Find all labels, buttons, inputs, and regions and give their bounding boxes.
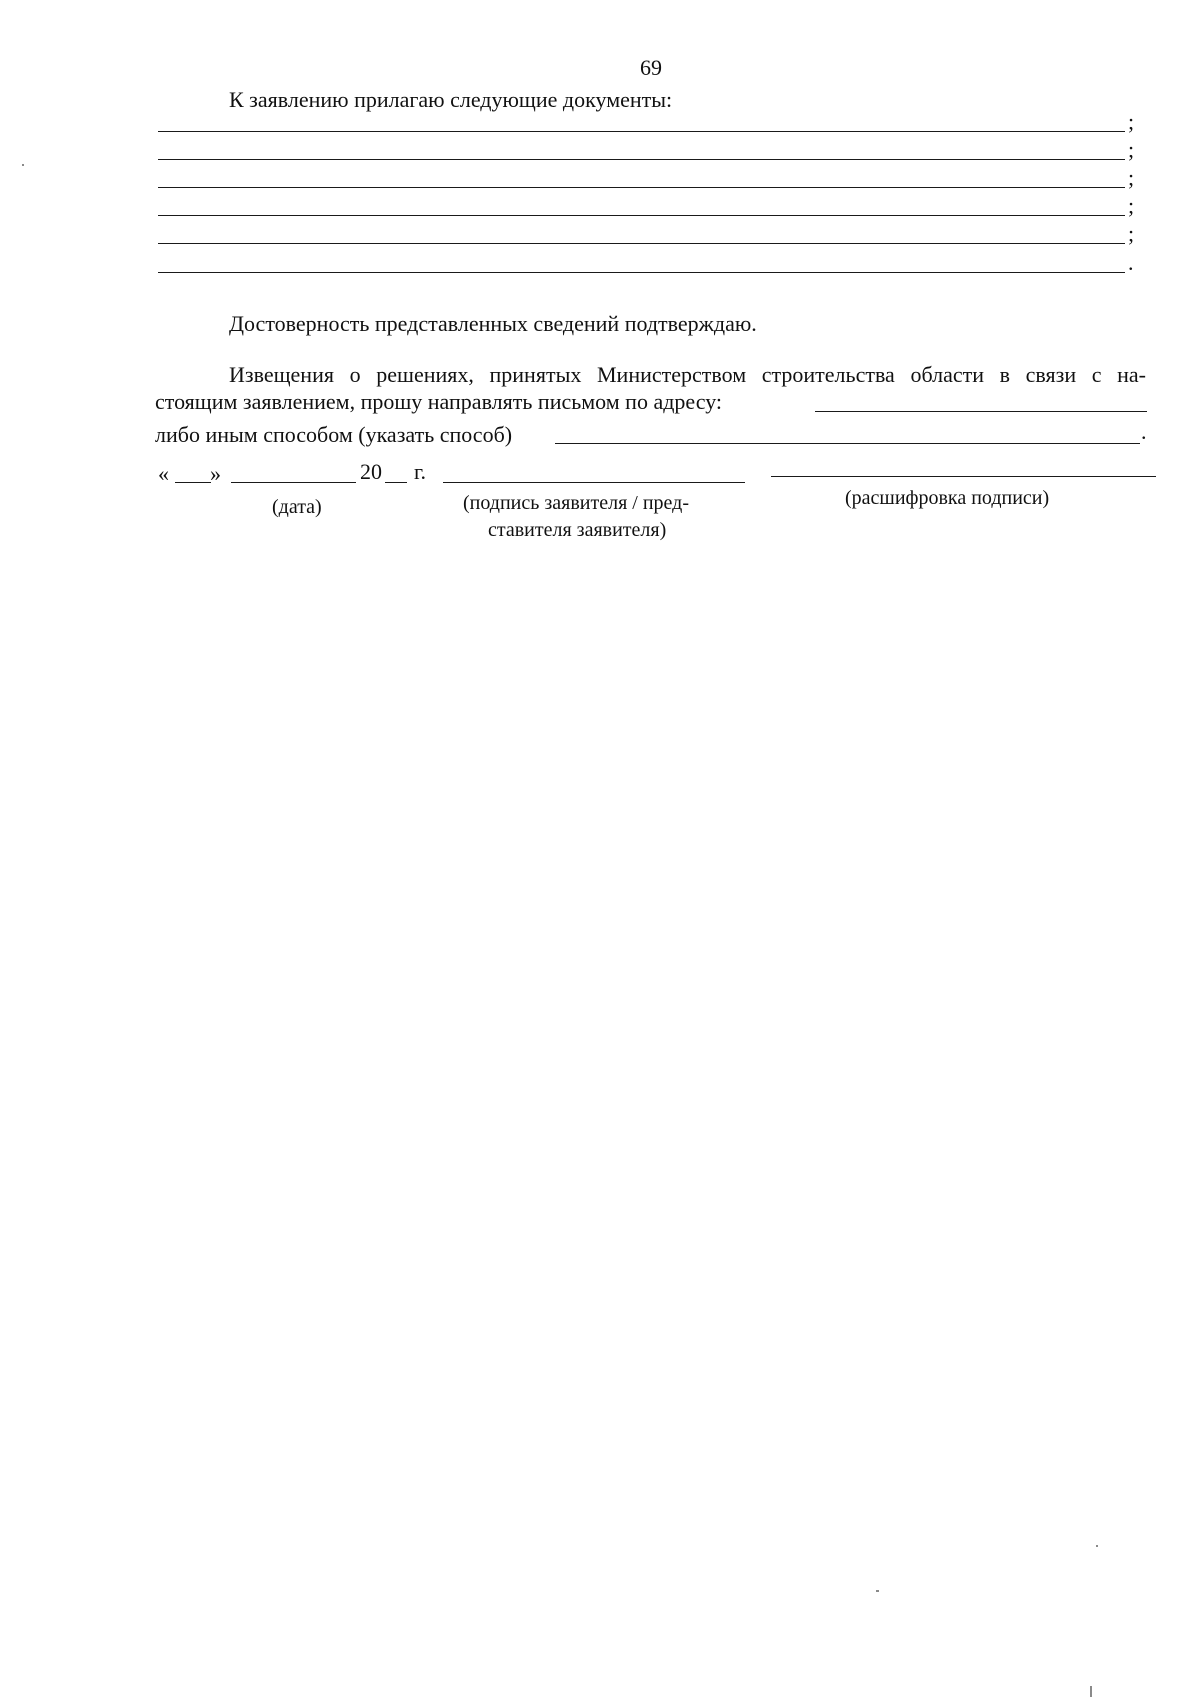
scan-edge-mark — [1090, 1686, 1092, 1697]
day-quote-close: » — [210, 461, 221, 486]
attachment-line-1-ending: ; — [1128, 109, 1135, 134]
signature-field[interactable] — [443, 482, 745, 483]
attachment-line-4-ending: ; — [1128, 193, 1135, 218]
signature-caption-line-2: ставителя заявителя) — [488, 519, 667, 541]
confirmation-text: Достоверность представленных сведений подтверждаю. — [229, 311, 757, 336]
signature-decryption-field[interactable] — [771, 476, 1156, 477]
attachment-line-2[interactable] — [158, 159, 1125, 160]
notice-line-2: стоящим заявлением, прошу направлять письмом по адресу: — [155, 389, 723, 414]
attachment-line-5[interactable] — [158, 243, 1125, 244]
scan-speck — [22, 164, 24, 166]
notice-line-1: Извещения о решениях, принятых Министерством строительства области в связи с на- — [229, 362, 1146, 387]
attachment-line-6-ending: . — [1128, 250, 1134, 275]
scan-speck — [876, 1590, 879, 1592]
method-field[interactable] — [555, 443, 1140, 444]
attachments-heading: К заявлению прилагаю следующие документы: — [229, 87, 673, 112]
notice-line-3: либо иным способом (указать способ) — [155, 422, 513, 447]
page-number: 69 — [640, 55, 662, 80]
attachment-line-6[interactable] — [158, 272, 1125, 273]
year-prefix: 20 — [360, 459, 382, 484]
decryption-caption: (расшифровка подписи) — [845, 487, 1050, 509]
signature-caption-line-1: (подпись заявителя / пред- — [463, 492, 689, 514]
year-field[interactable] — [385, 482, 407, 483]
day-field[interactable] — [175, 482, 211, 483]
month-field[interactable] — [231, 482, 356, 483]
attachment-line-2-ending: ; — [1128, 137, 1135, 162]
day-quote-open: « — [158, 461, 169, 486]
attachment-line-1[interactable] — [158, 131, 1125, 132]
date-caption: (дата) — [272, 496, 322, 518]
attachment-line-4[interactable] — [158, 215, 1125, 216]
attachment-line-3[interactable] — [158, 187, 1125, 188]
attachment-line-5-ending: ; — [1128, 221, 1135, 246]
address-field[interactable] — [815, 411, 1147, 412]
attachment-line-3-ending: ; — [1128, 165, 1135, 190]
scan-speck — [1096, 1545, 1098, 1547]
notice-line-3-ending: . — [1141, 419, 1147, 444]
year-suffix: г. — [414, 459, 427, 484]
